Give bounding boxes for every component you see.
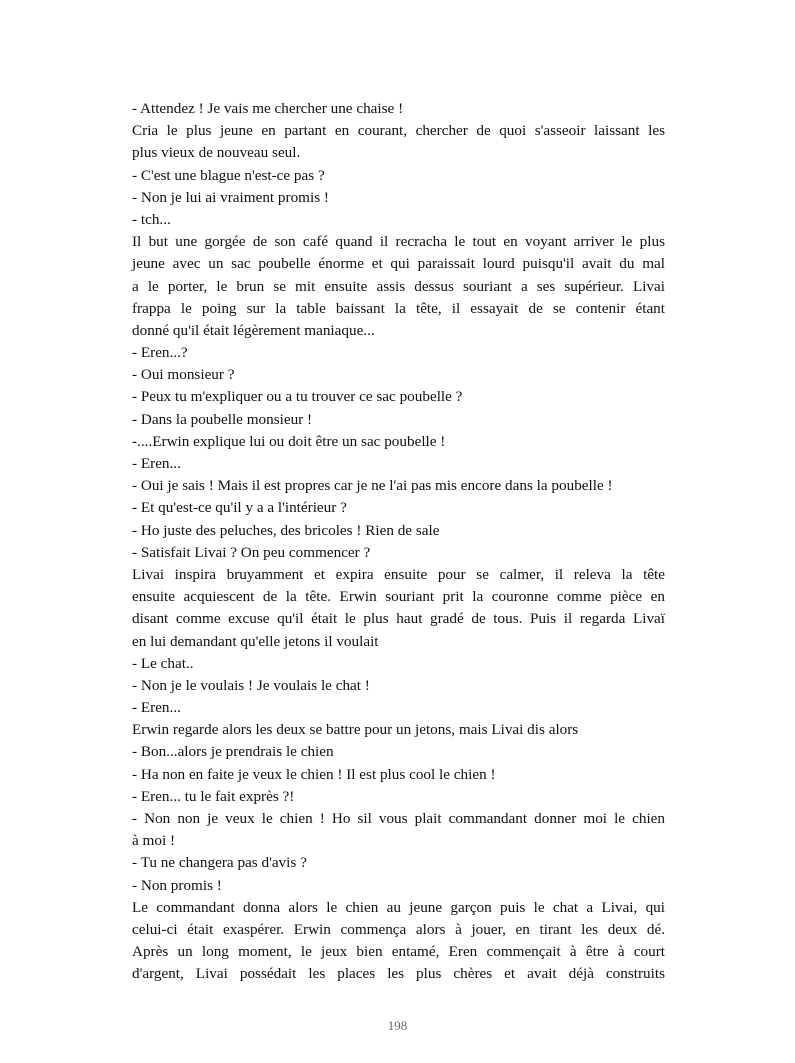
text-line: a le porter, le brun se mit ensuite assis dessus souriant a ses supérieur. Livai [132,277,665,295]
text-line: - Tu ne changera pas d'avis ? [132,854,307,872]
text-line: donné qu'il était légèrement maniaque... [132,321,375,339]
text-line: - Le chat.. [132,654,194,672]
text-line: - Dans la poubelle monsieur ! [132,410,313,428]
text-line: - Attendez ! Je vais me chercher une chaise ! [132,100,404,117]
text-line: Après un long moment, le jeux bien entamé, Eren commençait à être à court [132,943,665,961]
text-line: - tch... [132,210,171,228]
text-line: Cria le plus jeune en partant en courant, chercher de quoi s'asseoir laissant les [132,122,665,140]
text-line: - Ha non en faite je veux le chien ! Il est plus cool le chien ! [132,765,496,783]
text-line: - C'est une blague n'est-ce pas ? [132,166,325,184]
text-line: - Oui je sais ! Mais il est propres car je ne l'ai pas mis encore dans la poubelle ! [132,477,613,495]
text-line: - Et qu'est-ce qu'il y a a l'intérieur ? [132,499,347,517]
page-number: 198 [387,1018,408,1033]
text-line: - Eren... [132,455,181,472]
text-line: d'argent, Livai possédait les places les plus chères et avait déjà construits [132,965,665,983]
text-line: - Non promis ! [132,876,222,894]
text-line: - Eren... [132,699,181,717]
text-line: à moi ! [132,832,176,850]
text-line: - Non je lui ai vraiment promis ! [132,188,329,206]
text-line: - Ho juste des peluches, des bricoles ! Rien de sale [132,521,440,539]
text-line: Erwin regarde alors les deux se battre pour un jetons, mais Livai dis alors [132,721,579,739]
text-line: celui-ci était exaspérer. Erwin commença alors à jouer, en tirant les deux dé. [132,920,665,938]
text-line: - Oui monsieur ? [132,366,235,384]
text-line: plus vieux de nouveau seul. [132,144,301,162]
text-line: Le commandant donna alors le chien au jeune garçon puis le chat a Livai, qui [132,898,665,916]
text-line: - Satisfait Livai ? On peu commencer ? [132,543,371,561]
text-line: - Eren... tu le fait exprès ?! [132,787,295,805]
text-line: frappa le poing sur la table baissant la tête, il essayait de se contenir étant [132,299,665,317]
text-line: Il but une gorgée de son café quand il recracha le tout en voyant arriver le plus [132,233,665,251]
body-text [132,98,665,986]
text-line: ensuite acquiescent de la tête. Erwin souriant prit la couronne comme pièce en [132,588,665,606]
text-line: disant comme excuse qu'il était le plus haut gradé de tous. Puis il regarda Livaï [132,610,665,628]
text-line: - Eren...? [132,344,188,362]
text-line: Livai inspira bruyamment et expira ensuite pour se calmer, il releva la tête [132,565,665,583]
text-line: - Non non je veux le chien ! Ho sil vous plait commandant donner moi le chien [132,810,665,827]
text-line: -....Erwin explique lui ou doit être un sac poubelle ! [132,432,446,450]
text-line: en lui demandant qu'elle jetons il voulait [132,632,379,650]
text-line: - Peux tu m'expliquer ou a tu trouver ce sac poubelle ? [132,388,463,406]
text-line: jeune avec un sac poubelle énorme et qui paraissait lourd puisqu'il avait du mal [132,255,665,273]
text-line: - Bon...alors je prendrais le chien [132,743,334,761]
text-line: - Non je le voulais ! Je voulais le chat ! [132,676,370,694]
